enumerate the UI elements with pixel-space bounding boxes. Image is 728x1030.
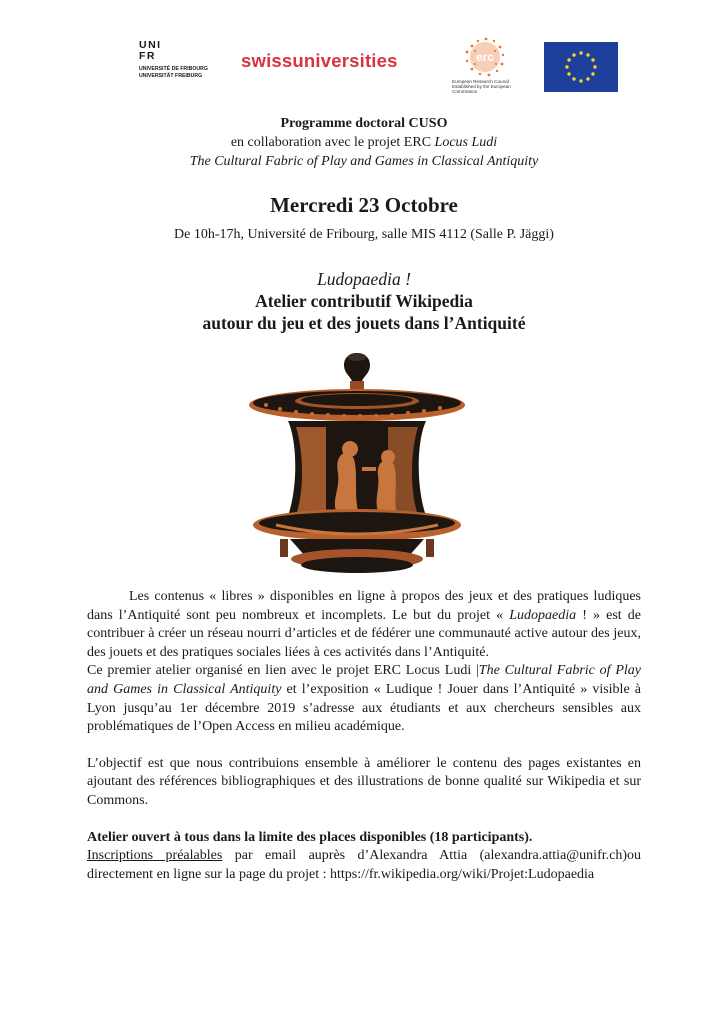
workshop-titles: [0, 268, 728, 334]
event-date: Mercredi 23 Octobre: [270, 193, 458, 217]
eu-flag-icon: [544, 42, 618, 97]
p1-italic: Ludopaedia: [509, 607, 577, 623]
p5-b: )ou directement en ligne sur la page du projet :: [87, 848, 642, 882]
paragraph-open-workshop: Atelier ouvert à tous dans la limite des places disponibles (18 participants).: [87, 829, 533, 845]
paragraph-intro: [87, 588, 641, 662]
program-name: Programme doctoral CUSO: [280, 116, 448, 131]
p5-a: par email auprès d’Alexandra Attia (: [222, 848, 485, 864]
erc-subtitle: [452, 79, 522, 95]
logo-bar: [0, 36, 728, 96]
program-header: [0, 114, 728, 171]
erc-sub-line1: European Research Council: [452, 79, 510, 84]
p1-a: Les contenus « libres » disponibles en ligne à propos des jeux et des pratiques ludiques dans l’Antiquité sont peu nombreux et incomplets. Le but du projet «: [87, 589, 641, 623]
paragraph-registration: [87, 847, 641, 884]
body-text: [87, 588, 641, 884]
greek-pyxis-vase-image: [246, 343, 468, 588]
unifr-logo: [139, 40, 208, 79]
project-subtitle: [0, 152, 728, 171]
registration-label: Inscriptions préalables: [87, 848, 223, 864]
paragraph-workshop: [87, 662, 641, 736]
p2-italic: The Cultural Fabric of Play and Games in Classical Antiquity: [87, 663, 641, 697]
unifr-mark-line1: UNI: [139, 39, 162, 51]
erc-burst-icon: [462, 36, 508, 78]
workshop-title-line3: autour du jeu et des jouets dans l’Antiquité: [202, 313, 526, 333]
unifr-sub-de: UNIVERSITÄT FREIBURG: [139, 72, 203, 79]
project-page-link[interactable]: https://fr.wikipedia.org/wiki/Projet:Ludopaedia: [329, 866, 595, 882]
swissuniversities-logo: swissuniversities: [241, 50, 398, 71]
erc-mark: erc: [475, 50, 495, 64]
p2-b: et l’exposition « Ludique ! Jouer dans l’Antiquité » visible à Lyon jusqu’au 1er décembre 2019 s’adresse aux étudiants et aux chercheurs sensibles aux problématiques de l’Open Access en milieu académique.: [87, 681, 641, 735]
p2-a: Ce premier atelier organisé en lien avec le projet ERC Locus Ludi |: [87, 663, 479, 679]
contact-email-link[interactable]: alexandra.attia@unifr.ch: [484, 848, 623, 864]
unifr-subtitle: [139, 66, 208, 79]
collab-prefix: en collaboration avec le projet ERC: [230, 135, 435, 150]
collaboration-line: [0, 133, 728, 152]
project-subtitle-text: The Cultural Fabric of Play and Games in Classical Antiquity: [189, 154, 539, 169]
workshop-title-ludopaedia: Ludopaedia !: [317, 269, 411, 289]
unifr-sub-fr: UNIVERSITÉ DE FRIBOURG: [139, 66, 208, 72]
event-time-place: De 10h-17h, Université de Fribourg, salle MIS 4112 (Salle P. Jäggi): [174, 227, 554, 242]
unifr-mark: [139, 40, 208, 62]
paragraph-objective: L’objectif est que nous contribuions ensemble à améliorer le contenu des pages existantes en ajoutant des références bibliographiques et des illustrations de bonne qualité sur Wikipedia et sur Commons.: [87, 755, 641, 808]
erc-logo: [452, 36, 522, 95]
erc-sub-line2: Established by the European Commission: [452, 84, 511, 95]
p1-b: ! » est de contribuer à créer un réseau nourri d’articles et de fédérer une communauté active autour des jeux, des jouets et des pratiques sociales liées à ces activités dans l’Antiquité.: [87, 607, 641, 660]
unifr-mark-line2: FR: [139, 50, 156, 62]
workshop-title-line2: Atelier contributif Wikipedia: [255, 291, 473, 311]
collab-project: Locus Ludi: [434, 135, 498, 150]
